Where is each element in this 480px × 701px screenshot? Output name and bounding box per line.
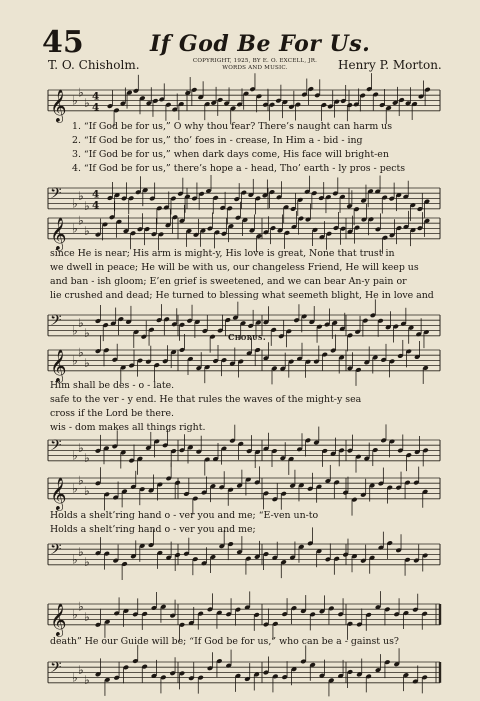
- flat-sign-icon: ♭: [78, 473, 84, 488]
- flat-sign-icon: ♭: [84, 610, 90, 624]
- flat-sign-icon: ♭: [72, 448, 78, 463]
- treble-clef-icon: 𝄞: [50, 216, 67, 250]
- flat-sign-icon: ♭: [78, 599, 84, 614]
- lyric-line: we dwell in peace; He will be with us, our changeless Friend, He will keep us: [50, 262, 419, 273]
- flat-sign-icon: ♭: [84, 555, 90, 570]
- treble-clef-icon: 𝄞: [50, 602, 67, 636]
- treble-clef-icon: 𝄞: [50, 88, 67, 122]
- lyric-line: death” He our Guide will be; “If God be for us,” who can be a - gainst us?: [50, 636, 399, 647]
- flat-sign-icon: ♭: [72, 481, 78, 496]
- flat-sign-icon: ♭: [84, 673, 90, 688]
- flat-sign-icon: ♭: [72, 353, 78, 368]
- flat-sign-icon: ♭: [72, 670, 78, 685]
- flat-sign-icon: ♭: [78, 345, 84, 360]
- flat-sign-icon: ♭: [84, 451, 90, 466]
- flat-sign-icon: ♭: [84, 484, 90, 498]
- bass-clef-icon: 𝄢: [50, 541, 62, 562]
- time-signature: 4: [92, 188, 100, 201]
- copyright-notice: [180, 58, 330, 72]
- flat-sign-icon: ♭: [84, 224, 90, 238]
- composer-credit: Henry P. Morton.: [338, 58, 442, 72]
- time-signature: 4: [92, 199, 100, 212]
- bass-clef-icon: 𝄢: [50, 185, 62, 206]
- flat-sign-icon: ♭: [72, 93, 78, 108]
- copyright-line: WORDS AND MUSIC.: [222, 64, 288, 71]
- flat-sign-icon: ♭: [78, 213, 84, 228]
- flat-sign-icon: ♭: [84, 96, 90, 110]
- lyric-line: Holds a shelt’ring hand o - ver you and me;: [50, 524, 256, 535]
- chorus-label: Chorus.: [228, 332, 267, 342]
- hymn-title: If God Be For Us.: [150, 31, 371, 57]
- bass-clef-icon: 𝄢: [50, 659, 62, 680]
- flat-sign-icon: ♭: [78, 544, 84, 559]
- music-staff-bass: [0, 648, 480, 698]
- lyric-line: cross if the Lord be there.: [50, 408, 174, 419]
- copyright-line: COPYRIGHT, 1925, BY E. O. EXCELL, JR.: [192, 58, 318, 64]
- flat-sign-icon: ♭: [72, 196, 78, 211]
- hymn-number: 45: [42, 25, 84, 60]
- flat-sign-icon: ♭: [78, 315, 84, 330]
- lyric-line: since He is near; His arm is might-y, His love is great, None that trust in: [50, 248, 395, 259]
- time-signature: 4: [92, 90, 100, 103]
- flat-sign-icon: ♭: [84, 199, 90, 214]
- flat-sign-icon: ♭: [72, 552, 78, 567]
- lyric-line: 4. “If God be for us,” there’s hope a - head, Tho’ earth - ly pros - pects: [72, 163, 406, 174]
- lyric-line: 2. “If God be for us,” tho’ foes in - crease, In Him a - bid - ing: [72, 135, 363, 146]
- music-staff-bass: [0, 530, 480, 580]
- lyric-line: Him shall be des - o - late.: [50, 380, 175, 391]
- lyric-line: 3. “If God be for us,” when dark days come, His face will bright-en: [72, 149, 389, 160]
- flat-sign-icon: ♭: [84, 356, 90, 370]
- lyricist-credit: T. O. Chisholm.: [48, 58, 140, 72]
- bass-clef-icon: 𝄢: [50, 312, 62, 333]
- treble-clef-icon: 𝄞: [50, 476, 67, 510]
- flat-sign-icon: ♭: [72, 607, 78, 622]
- flat-sign-icon: ♭: [78, 188, 84, 203]
- lyric-line: and ban - ish gloom; E’en grief is sweetened, and we can bear An-y pain or: [50, 276, 407, 287]
- lyric-line: wis - dom makes all things right.: [50, 422, 206, 433]
- flat-sign-icon: ♭: [72, 323, 78, 338]
- treble-clef-icon: 𝄞: [50, 348, 67, 382]
- lyric-line: safe to the ver - y end. He that rules the waves of the might-y sea: [50, 394, 362, 405]
- flat-sign-icon: ♭: [84, 326, 90, 341]
- lyric-line: 1. “If God be for us,” O why thou fear? There’s naught can harm us: [72, 121, 393, 132]
- flat-sign-icon: ♭: [72, 221, 78, 236]
- bass-clef-icon: 𝄢: [50, 437, 62, 458]
- lyric-line: Holds a shelt’ring hand o - ver you and me; “E-ven un-to: [50, 510, 319, 521]
- flat-sign-icon: ♭: [78, 662, 84, 677]
- flat-sign-icon: ♭: [78, 85, 84, 100]
- flat-sign-icon: ♭: [78, 440, 84, 455]
- time-signature: 4: [92, 101, 100, 114]
- lyric-line: lie crushed and dead; He turned to blessing what seemeth blight, He in love and: [50, 290, 434, 301]
